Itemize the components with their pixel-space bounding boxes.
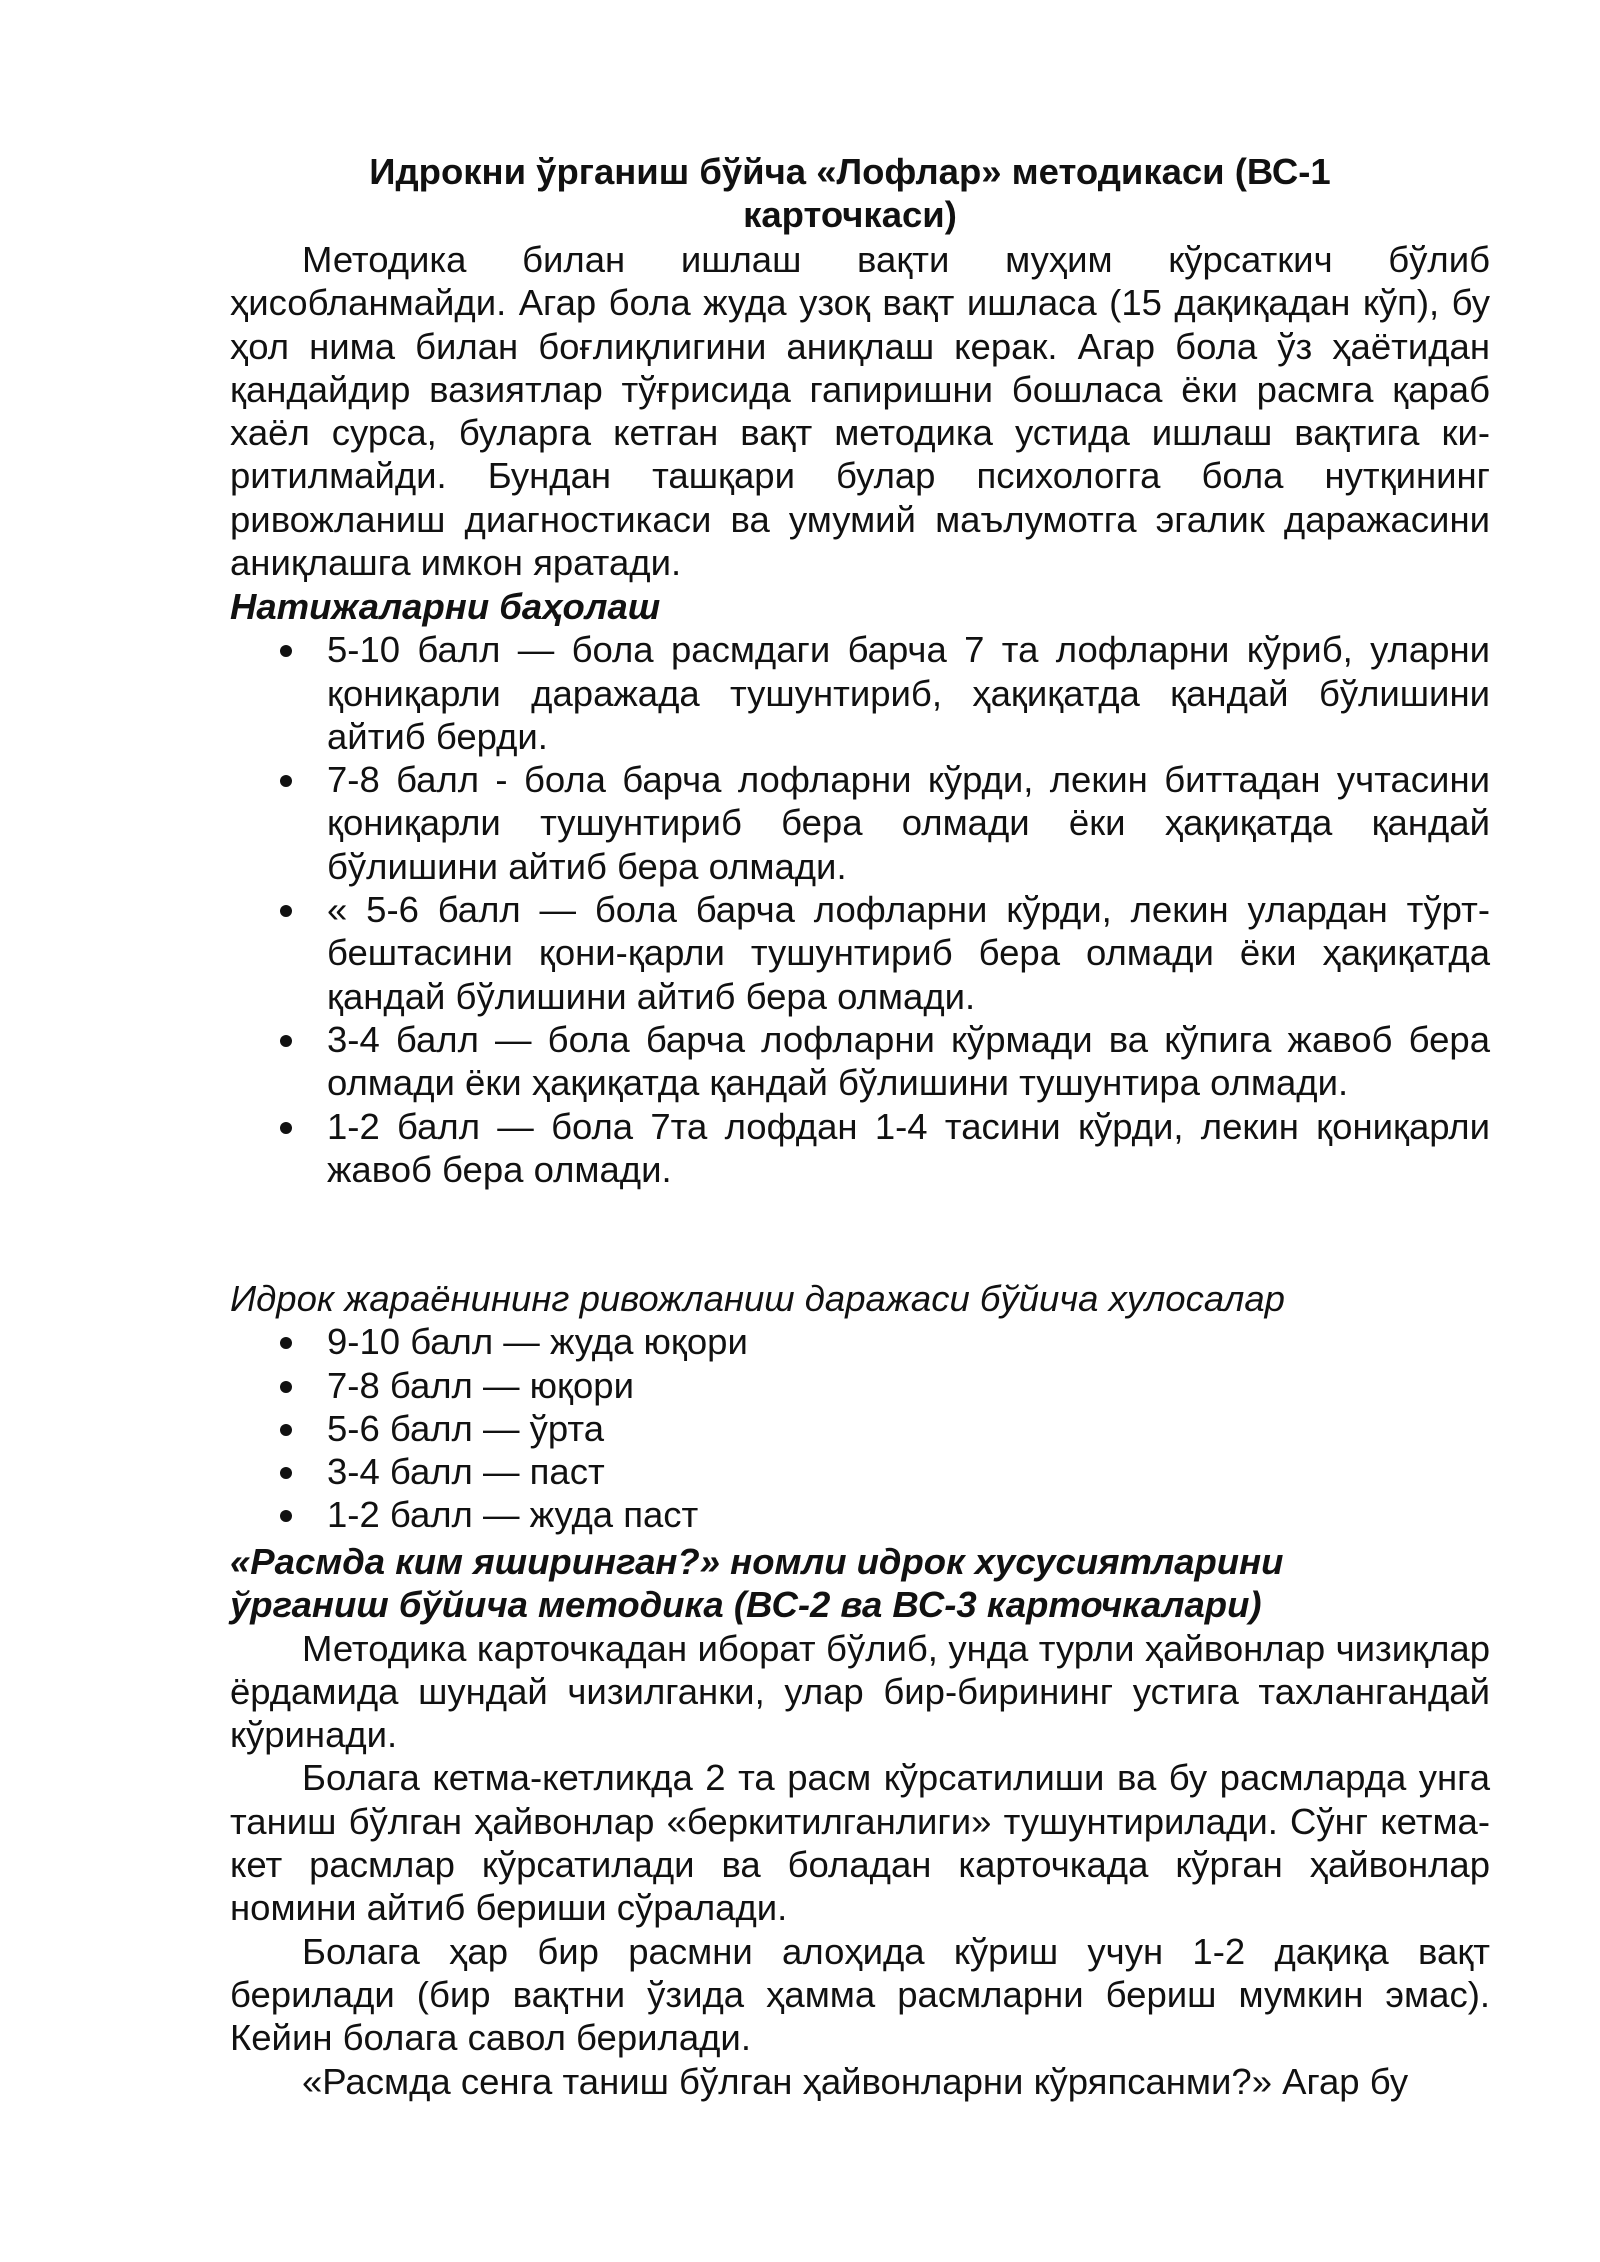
list-item [230,1493,1490,1536]
section2-block [230,1540,1490,2103]
list-item [230,1105,1490,1192]
bullet-icon [280,1467,292,1479]
results-block [230,585,1490,1191]
list-item-text: 1-2 балл — бола 7та лофдан 1-4 тасини кўрди, лекин қониқарли жавоб бера олмади. [327,1105,1490,1190]
list-item-text: 5-10 балл — бола расмдаги барча 7 та лофларни кўриб, уларни қониқарли даражада тушунтириб, ҳақиқатда қандай бўлишини айтиб берди. [327,629,1490,757]
section2-paragraph: «Расмда сенга таниш бўлган ҳайвонларни кўряпсанми?» Агар бу [302,2060,1409,2102]
list-item [230,758,1490,888]
bullet-icon [280,1122,292,1134]
bullet-icon [280,1035,292,1047]
list-item-text: 7-8 балл — юқори [327,1364,634,1406]
list-item-text: 7-8 балл - бола барча лофларни кўрди, лекин биттадан учтасини қониқарли тушунтириб бера олмади ёки ҳақиқатда қандай бўлишини айтиб бера олмади. [327,759,1490,887]
bullet-icon [280,645,292,657]
title-line-2: карточкаси) [743,194,957,235]
list-item [230,1364,1490,1407]
list-item [230,628,1490,758]
document-title [230,150,1470,236]
bullet-icon [280,1424,292,1436]
section2-paragraph: Болага ҳар бир расмни алоҳида кўриш учун 1-2 дақиқа вақт берилади (бир вақтни ўзида ҳамма расмларни бериш мумкин эмас). Кейин болага савол берилади. [230,1930,1490,2059]
section2-paragraph: Болага кетма-кетликда 2 та расм кўрсатилиши ва бу расмларда унга таниш бўлган ҳайвонлар «беркитилганлиги» тушунтирилади. Сўнг кетма-кет расмлар кўрсатилади ва боладан карточкада кўрган ҳайвонлар номини айтиб бериши сўралади. [230,1757,1490,1929]
section2-heading-line-2: ўрганиш бўйича методика (ВС-2 ва ВС-3 карточкалари) [230,1584,1262,1626]
bullet-icon [280,1510,292,1522]
results-list [230,628,1490,1191]
list-item-text: 5-6 балл — ўрта [327,1407,604,1449]
list-item-text: 1-2 балл — жуда паст [327,1494,699,1536]
list-item-text: 9-10 балл — жуда юқори [327,1321,748,1363]
conclusions-heading: Идрок жараёнининг ривожланиш даражаси бўйича хулосалар [230,1278,1285,1319]
list-item-text: 3-4 балл — паст [327,1451,605,1493]
list-item-text: 3-4 балл — бола барча лофларни кўрмади ва кўпига жавоб бера олмади ёки ҳақиқатда қандай бўлишини тушунтира олмади. [327,1018,1490,1104]
bullet-icon [280,905,292,917]
bullet-icon [280,1337,292,1349]
intro-block [230,238,1490,584]
section2-paragraph: Методика карточкадан иборат бўлиб, унда турли ҳайвонлар чизиқлар ёрдамида шундай чизилганки, улар бир-бирининг устига тахлангандай кўринади. [230,1627,1490,1756]
list-item-text: « 5-6 балл — бола барча лофларни кўрди, лекин улардан тўрт-бештасини қони-қарли тушунтириб бера олмади ёки ҳақиқатда қандай бўлишини айтиб бера олмади. [327,889,1490,1017]
list-item [230,1320,1490,1363]
bullet-icon [280,775,292,787]
bullet-icon [280,1381,292,1393]
results-heading: Натижаларни баҳолаш [230,586,661,627]
list-item [230,1407,1490,1450]
list-item [230,1450,1490,1493]
section2-heading-line-1: «Расмда ким яширинган?» номли идрок хусусиятларини [230,1541,1284,1582]
intro-paragraph: Методика билан ишлаш вақти муҳим кўрсаткич бўлиб ҳисобланмайди. Агар бола жуда узоқ вақт ишласа (15 дақиқадан кўп), бу ҳол нима билан боғлиқлигини аниқлаш керак. Агар бола ўз ҳаётидан қандайдир вазиятлар тўғрисида гапиришни бошласа ёки расмга қараб хаёл сурса, буларга кетган вақт методика устида ишлаш вақтига ки-ритилмайди. Бундан ташқари булар психологга бола нутқининг ривожланиш диагностикаси ва умумий маълумотга эгалик даражасини аниқлашга имкон яратади. [230,239,1490,584]
list-item [230,888,1490,1018]
title-line-1: Идрокни ўрганиш бўйча «Лофлар» методикаси (ВС-1 [369,151,1331,192]
conclusions-list [230,1320,1490,1536]
list-item [230,1018,1490,1105]
conclusions-block [230,1277,1490,1537]
